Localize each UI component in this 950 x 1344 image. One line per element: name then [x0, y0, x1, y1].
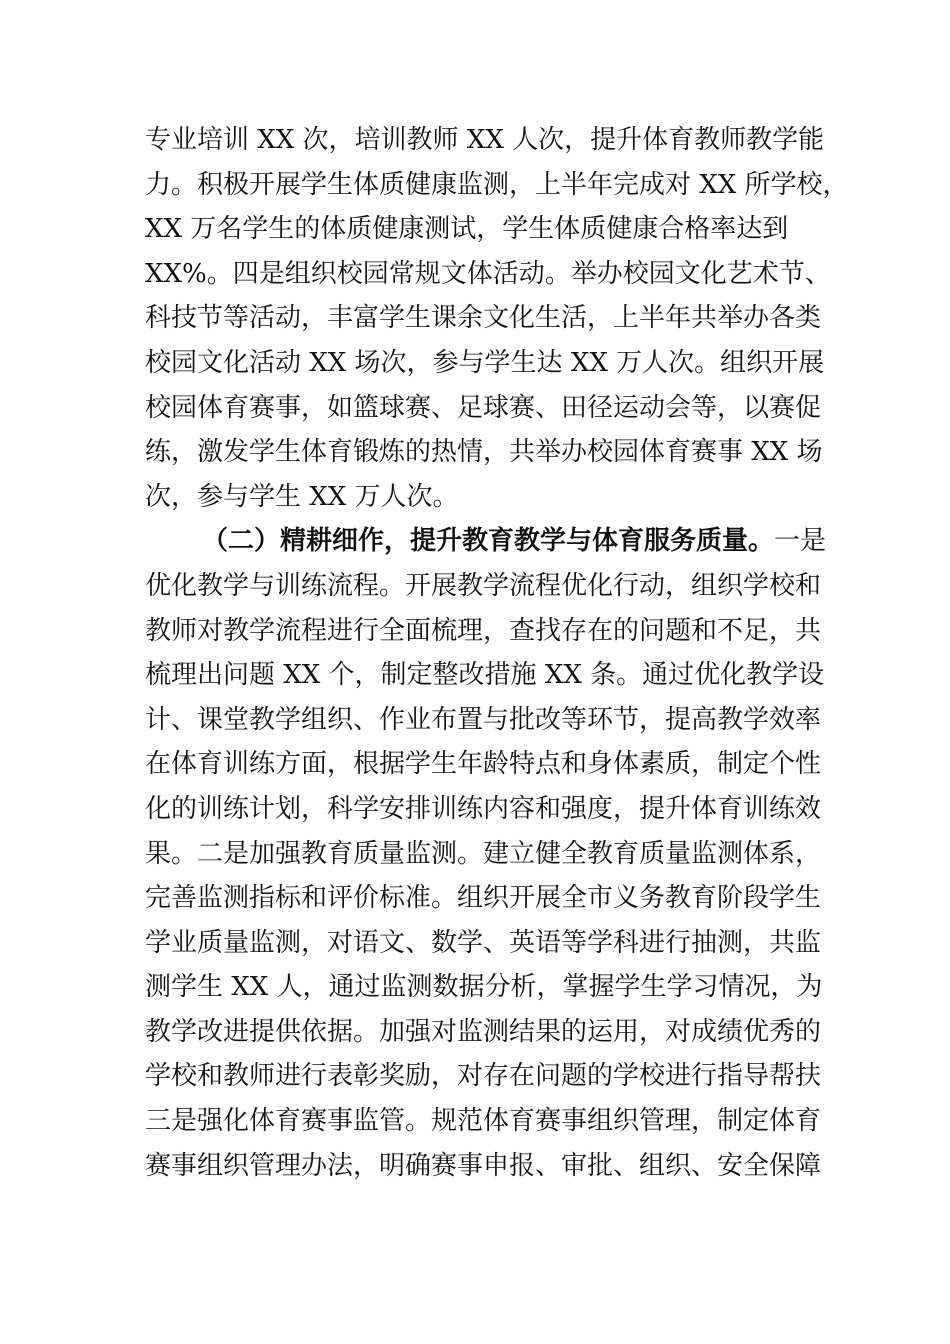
paragraph-line: 专业培训 XX 次，培训教师 XX 人次，提升体育教师教学能: [145, 125, 825, 155]
paragraph-line: 次，参与学生 XX 万人次。: [145, 481, 459, 512]
paragraph-line: 练，激发学生体育锻炼的热情，共举办校园体育赛事 XX 场: [145, 437, 823, 468]
paragraph-line: XX 万名学生的体质健康测试，学生体质健康合格率达到: [145, 214, 789, 245]
paragraph-line: 科技节等活动，丰富学生课余文化生活，上半年共举办各类: [145, 303, 822, 334]
paragraph-line: 教师对教学流程进行全面梳理，查找存在的问题和不足，共: [145, 615, 822, 646]
paragraph-line: 学校和教师进行表彰奖励，对存在问题的学校进行指导帮扶: [145, 1061, 822, 1092]
paragraph-line: 学业质量监测，对语文、数学、英语等学科进行抽测，共监: [145, 927, 822, 958]
paragraph-line: 在体育训练方面，根据学生年龄特点和身体素质，制定个性: [145, 749, 822, 780]
paragraph-line: 校园体育赛事，如篮球赛、足球赛、田径运动会等，以赛促: [145, 392, 822, 423]
document-body: [145, 118, 849, 1188]
paragraph-line: 测学生 XX 人，通过监测数据分析，掌握学生学习情况，为: [145, 972, 823, 1003]
paragraph-line: 果。二是加强教育质量监测。建立健全教育质量监测体系，: [145, 838, 822, 869]
paragraph-line: XX%。四是组织校园常规文体活动。举办校园文化艺术节、: [145, 258, 831, 289]
section-heading-line: [145, 519, 827, 564]
paragraph-line: 赛事组织管理办法，明确赛事申报、审批、组织、安全保障: [145, 1150, 822, 1181]
paragraph-line: 梳理出问题 XX 个，制定整改措施 XX 条。通过优化教学设: [145, 660, 825, 691]
paragraph-line: 优化教学与训练流程。开展教学流程优化行动，组织学校和: [145, 570, 822, 601]
paragraph-line: 校园文化活动 XX 场次，参与学生达 XX 万人次。组织开展: [145, 347, 825, 378]
paragraph-line: 完善监测指标和评价标准。组织开展全市义务教育阶段学生: [145, 883, 822, 914]
heading-line-rest: 一是: [774, 526, 827, 557]
paragraph-line: 计、课堂教学组织、作业布置与批改等环节，提高教学效率: [145, 704, 822, 735]
paragraph-line: 化的训练计划，科学安排训练内容和强度，提升体育训练效: [145, 793, 822, 824]
paragraph-line: 力。积极开展学生体质健康监测，上半年完成对 XX 所学校，: [145, 169, 849, 200]
paragraph-line: 三是强化体育赛事监管。规范体育赛事组织管理，制定体育: [145, 1106, 822, 1137]
section-heading: （二）精耕细作，提升教育教学与体育服务质量。: [202, 526, 775, 557]
paragraph-line: 教学改进提供依据。加强对监测结果的运用，对成绩优秀的: [145, 1016, 822, 1047]
